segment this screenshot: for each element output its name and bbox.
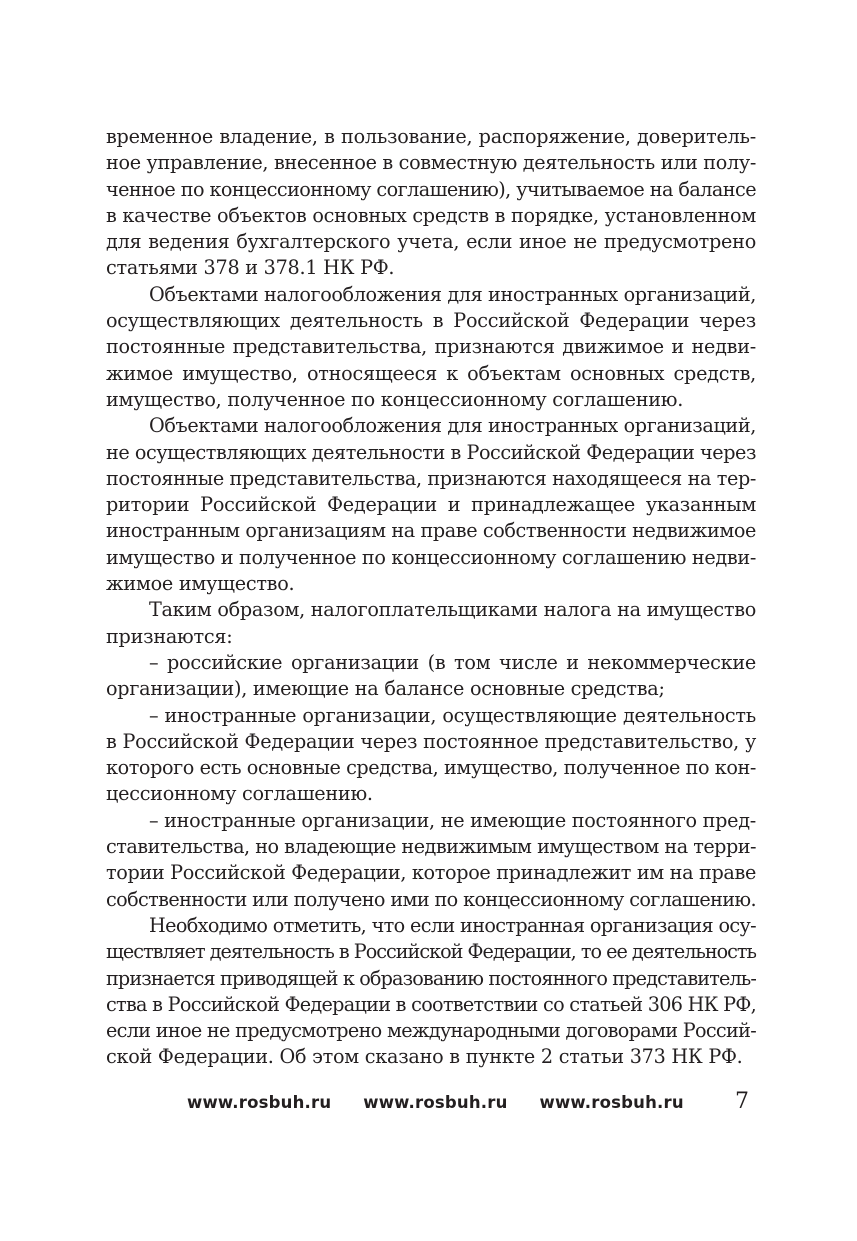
- text-line: если иное не предусмотрено международными договорами Россий-: [106, 1019, 756, 1043]
- text-line: в Российской Федерации через постоянное представительство, у: [106, 729, 756, 753]
- text-line: жимое имущество, относящееся к объектам основных средств,: [106, 361, 756, 385]
- text-line: постоянные представительства, признаются движимое и недви-: [106, 335, 756, 359]
- text-line: ченное по концессионному соглашению), учитываемое на балансе: [106, 177, 756, 201]
- text-line: имущество и полученное по концессионному соглашению недви-: [106, 545, 756, 569]
- footer-links: [187, 1093, 684, 1112]
- page-number: 7: [735, 1089, 749, 1114]
- text-line: признается приводящей к образованию постоянного представитель-: [106, 966, 756, 990]
- text-line: в качестве объектов основных средств в порядке, установленном: [106, 203, 756, 227]
- text-line: цессионному соглашению.: [106, 782, 373, 806]
- text-line: – иностранные организации, не имеющие постоянного пред-: [149, 808, 756, 832]
- body-text: [106, 124, 756, 1071]
- paragraph-permanent-establishment: [106, 913, 756, 1071]
- page-footer: [0, 1089, 857, 1123]
- text-line: которого есть основные средства, имущество, полученное по кон-: [106, 756, 756, 780]
- text-line: постоянные представительства, признаются находящееся на тер-: [106, 466, 756, 490]
- text-line: ской Федерации. Об этом сказано в пункте 2 статьи 373 НК РФ.: [106, 1045, 743, 1069]
- paragraph-taxpayers-intro: [106, 597, 756, 650]
- paragraph-continuation: [106, 124, 756, 282]
- text-line: ществляет деятельность в Российской Федерации, то ее деятельность: [106, 940, 756, 964]
- text-line: временное владение, в пользование, распоряжение, доверитель-: [106, 125, 756, 148]
- text-line: ства в Российской Федерации в соответствии со статьей 306 НК РФ,: [106, 992, 756, 1016]
- list-item-foreign-with-representation: [106, 703, 756, 808]
- text-line: Необходимо отметить, что если иностранная организация осу-: [149, 913, 757, 937]
- text-line: статьями 378 и 378.1 НК РФ.: [106, 256, 395, 280]
- text-line: организации), имеющие на балансе основные средства;: [106, 677, 665, 701]
- text-line: Таким образом, налогоплательщиками налога на имущество: [149, 598, 756, 622]
- text-line: иностранным организациям на праве собственности недвижимое: [106, 519, 756, 543]
- text-line: ное управление, внесенное в совместную деятельность или полу-: [106, 151, 756, 175]
- footer-link[interactable]: www.rosbuh.ru: [187, 1093, 332, 1112]
- text-line: имущество, полученное по концессионному соглашению.: [106, 387, 684, 411]
- text-line: Объектами налогообложения для иностранных организаций,: [149, 414, 756, 438]
- footer-link[interactable]: www.rosbuh.ru: [539, 1093, 684, 1112]
- list-item-foreign-without-representation: [106, 808, 756, 913]
- paragraph-foreign-without-representation: [106, 413, 756, 597]
- text-line: – иностранные организации, осуществляющие деятельность: [149, 703, 756, 727]
- text-line: ставительства, но владеющие недвижимым имуществом на терри-: [106, 835, 756, 859]
- list-item-russian-organizations: [106, 650, 756, 703]
- footer-link[interactable]: www.rosbuh.ru: [363, 1093, 508, 1112]
- text-line: собственности или получено ими по концессионному соглашению.: [106, 887, 756, 911]
- text-line: признаются:: [106, 624, 233, 648]
- text-line: тории Российской Федерации, которое принадлежит им на праве: [106, 861, 756, 885]
- text-line: не осуществляющих деятельности в Российской Федерации через: [106, 440, 756, 464]
- text-line: Объектами налогообложения для иностранных организаций,: [149, 282, 756, 306]
- text-line: для ведения бухгалтерского учета, если иное не предусмотрено: [106, 230, 756, 254]
- text-line: жимое имущество.: [106, 572, 295, 596]
- paragraph-foreign-with-representation: [106, 282, 756, 413]
- text-line: осуществляющих деятельность в Российской Федерации через: [106, 309, 756, 333]
- text-line: ритории Российской Федерации и принадлежащее указанным: [106, 493, 756, 517]
- text-line: – российские организации (в том числе и некоммерческие: [149, 650, 756, 674]
